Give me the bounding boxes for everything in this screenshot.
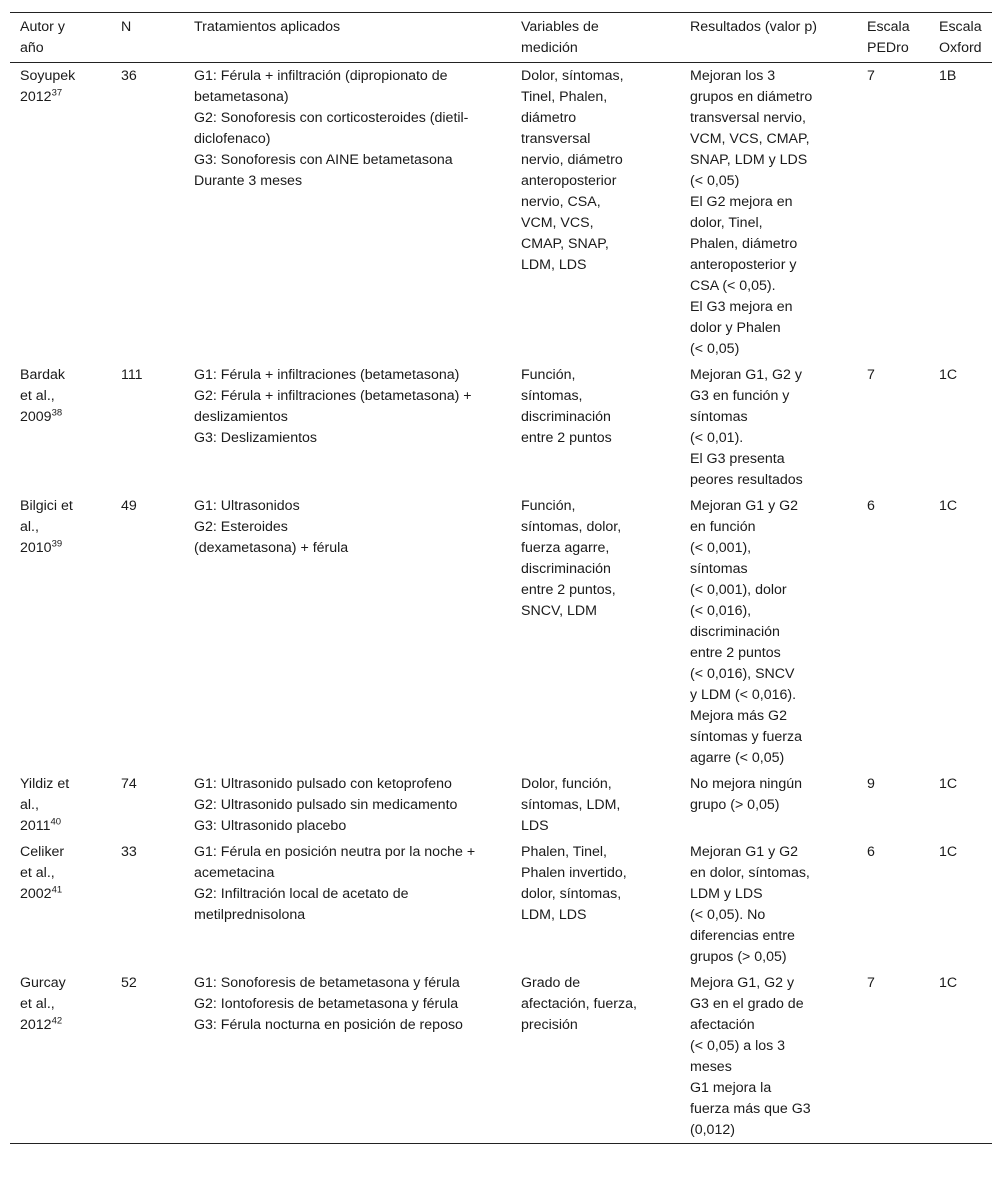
treatments-cell: G1: Sonoforesis de betametasona y férula G2: Iontoforesis de betametasona y férula G3: Férula nocturna en posición de reposo	[194, 975, 463, 1033]
author-year: Gurcay et al., 2012	[20, 975, 66, 1033]
author-year: Bardak et al., 2009	[20, 367, 65, 425]
pedro-cell: 6	[867, 498, 875, 514]
header-treatments: Tratamientos aplicados	[194, 19, 341, 35]
author-cell	[10, 63, 121, 363]
n-cell: 33	[121, 844, 137, 860]
reference-number: 39	[51, 538, 63, 550]
variables-cell: Phalen, Tinel, Phalen invertido, dolor, síntomas, LDM, LDS	[521, 844, 627, 923]
author-cell	[10, 771, 121, 839]
table-row	[10, 970, 992, 1144]
pedro-cell: 7	[867, 975, 875, 991]
results-cell: Mejoran G1 y G2 en dolor, síntomas, LDM y LDS (< 0,05). No diferencias entre grupos (> 0,05)	[690, 844, 810, 965]
header-n: N	[121, 19, 132, 35]
table-row	[10, 771, 992, 839]
variables-cell: Función, síntomas, discriminación entre 2 puntos	[521, 367, 612, 446]
n-cell: 49	[121, 498, 137, 514]
n-cell: 111	[121, 367, 143, 383]
results-cell: Mejoran los 3 grupos en diámetro transversal nervio, VCM, VCS, CMAP, SNAP, LDM y LDS (< 0,05) El G2 mejora en dolor, Tinel, Phalen, diámetro anteroposterior y CSA (< 0,05). El G3 mejora en dolor y Phalen (< 0,05)	[690, 68, 813, 357]
author-year: Yildiz et al., 2011	[20, 776, 70, 834]
variables-cell: Dolor, síntomas, Tinel, Phalen, diámetro transversal nervio, diámetro anteroposterior nervio, CSA, VCM, VCS, CMAP, SNAP, LDM, LDS	[521, 68, 624, 273]
treatments-cell: G1: Férula + infiltraciones (betametasona) G2: Férula + infiltraciones (betametasona) + deslizamientos G3: Deslizamientos	[194, 367, 472, 446]
table-row	[10, 63, 992, 363]
author-cell	[10, 839, 121, 970]
pedro-cell: 9	[867, 776, 875, 792]
oxford-cell: 1C	[939, 975, 958, 991]
results-cell: No mejora ningún grupo (> 0,05)	[690, 776, 802, 813]
reference-number: 40	[50, 816, 62, 828]
header-oxford: Escala Oxford	[939, 19, 982, 56]
oxford-cell: 1B	[939, 68, 957, 84]
variables-cell: Dolor, función, síntomas, LDM, LDS	[521, 776, 621, 834]
header-pedro: Escala PEDro	[867, 19, 910, 56]
reference-number: 37	[51, 87, 63, 99]
author-year: Bilgici et al., 2010	[20, 498, 73, 556]
author-cell	[10, 970, 121, 1144]
author-year: Celiker et al., 2002	[20, 844, 65, 902]
header-author: Autor y año	[20, 19, 65, 56]
reference-number: 41	[51, 884, 63, 896]
variables-cell: Función, síntomas, dolor, fuerza agarre, discriminación entre 2 puntos, SNCV, LDM	[521, 498, 622, 619]
table-row	[10, 839, 992, 970]
pedro-cell: 7	[867, 68, 875, 84]
results-cell: Mejoran G1 y G2 en función (< 0,001), síntomas (< 0,001), dolor (< 0,016), discriminación entre 2 puntos (< 0,016), SNCV y LDM (< 0,016). Mejora más G2 síntomas y fuerza agarre (< 0,05)	[690, 498, 802, 766]
oxford-cell: 1C	[939, 367, 958, 383]
treatments-cell: G1: Férula + infiltración (dipropionato de betametasona) G2: Sonoforesis con corticosteroides (dietil-diclofenaco) G3: Sonoforesis con AINE betametasona Durante 3 meses	[194, 68, 469, 189]
pedro-cell: 7	[867, 367, 875, 383]
reference-number: 38	[51, 407, 63, 419]
table-row	[10, 493, 992, 771]
author-year: Soyupek 2012	[20, 68, 76, 105]
treatments-cell: G1: Ultrasonidos G2: Esteroides (dexametasona) + férula	[194, 498, 349, 556]
header-results: Resultados (valor p)	[690, 19, 817, 35]
author-cell	[10, 493, 121, 771]
table-row	[10, 362, 992, 493]
n-cell: 52	[121, 975, 137, 991]
header-variables: Variables de medición	[521, 19, 599, 56]
results-cell: Mejora G1, G2 y G3 en el grado de afectación (< 0,05) a los 3 meses G1 mejora la fuerza más que G3 (0,012)	[690, 975, 811, 1138]
oxford-cell: 1C	[939, 776, 958, 792]
treatments-cell: G1: Ultrasonido pulsado con ketoprofeno G2: Ultrasonido pulsado sin medicamento G3: Ultrasonido placebo	[194, 776, 458, 834]
header-row	[10, 13, 992, 63]
n-cell: 36	[121, 68, 137, 84]
n-cell: 74	[121, 776, 137, 792]
oxford-cell: 1C	[939, 844, 958, 860]
treatments-cell: G1: Férula en posición neutra por la noche + acemetacina G2: Infiltración local de acetato de metilprednisolona	[194, 844, 476, 923]
studies-table	[10, 12, 992, 1144]
results-cell: Mejoran G1, G2 y G3 en función y síntomas (< 0,01). El G3 presenta peores resultados	[690, 367, 803, 488]
author-cell	[10, 362, 121, 493]
oxford-cell: 1C	[939, 498, 958, 514]
variables-cell: Grado de afectación, fuerza, precisión	[521, 975, 637, 1033]
pedro-cell: 6	[867, 844, 875, 860]
reference-number: 42	[51, 1015, 63, 1027]
